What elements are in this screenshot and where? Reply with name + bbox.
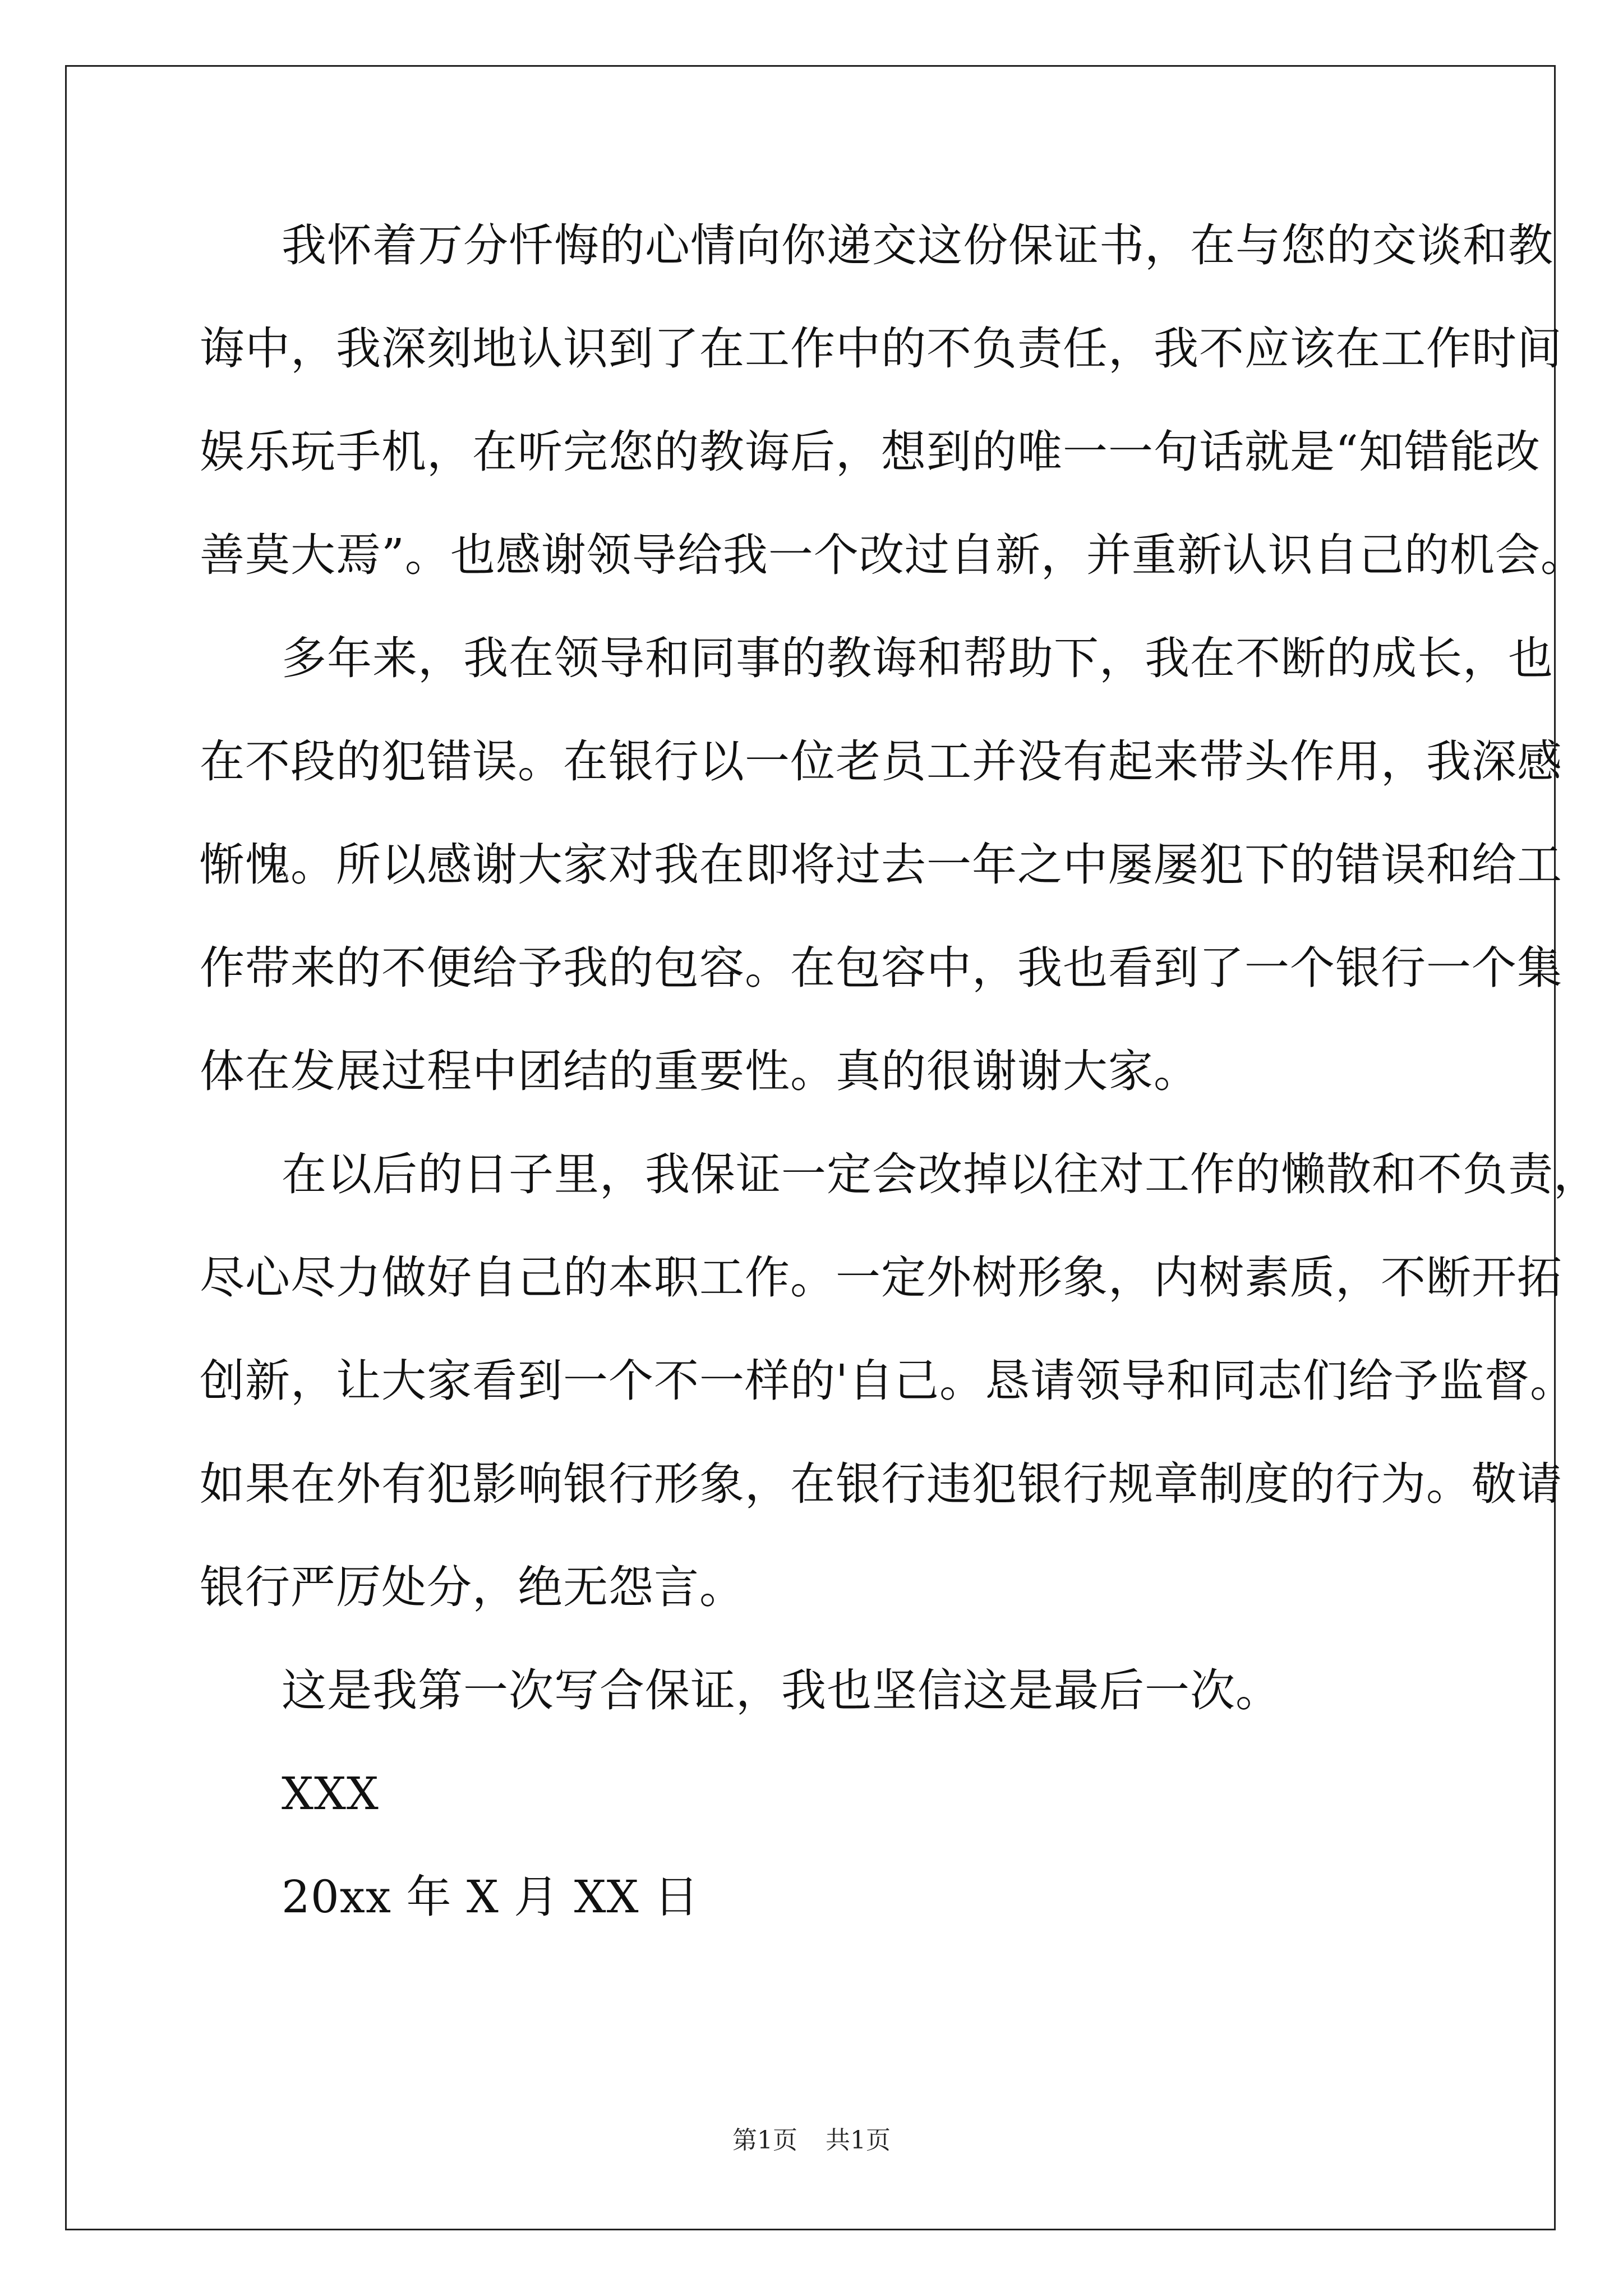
page-number-total: 共1页	[826, 2126, 891, 2155]
paragraph-1-line-4: 善莫大焉”。也感谢领导给我一个改过自新，并重新认识自己的机会。	[200, 529, 1586, 581]
paragraph-3-line-1: 在以后的日子里，我保证一定会改掉以往对工作的懒散和不负责，	[282, 1148, 1599, 1200]
signature: XXX	[282, 1768, 379, 1820]
paragraph-1-line-2: 诲中，我深刻地认识到了在工作中的不负责任，我不应该在工作时间	[200, 323, 1562, 375]
paragraph-2-line-2: 在不段的犯错误。在银行以一位老员工并没有起来带头作用，我深感	[200, 735, 1562, 788]
paragraph-1-line-3: 娱乐玩手机，在听完您的教诲后，想到的唯一一句话就是“知错能改	[200, 426, 1541, 478]
paragraph-3-line-2: 尽心尽力做好自己的本职工作。一定外树形象，内树素质，不断开拓	[200, 1251, 1562, 1304]
paragraph-2-line-5: 体在发展过程中团结的重要性。真的很谢谢大家。	[200, 1045, 1199, 1097]
paragraph-2-line-3: 惭愧。所以感谢大家对我在即将过去一年之中屡屡犯下的错误和给工	[200, 839, 1562, 891]
paragraph-2-line-1: 多年来，我在领导和同事的教诲和帮助下，我在不断的成长，也	[282, 632, 1553, 684]
page-number-current: 第1页	[732, 2126, 797, 2155]
paragraph-3-line-5: 银行严厉处分，绝无怨言。	[200, 1561, 745, 1613]
paragraph-3-line-3: 创新，让大家看到一个不一样的'自己。恳请领导和同志们给予监督。	[200, 1355, 1575, 1407]
page-footer	[0, 2126, 1623, 2155]
paragraph-1-line-1: 我怀着万分忏悔的心情向你递交这份保证书，在与您的交谈和教	[282, 219, 1553, 272]
date: 20xx 年 X 月 XX 日	[282, 1871, 700, 1923]
paragraph-3-line-4: 如果在外有犯影响银行形象，在银行违犯银行规章制度的行为。敬请	[200, 1458, 1562, 1510]
paragraph-2-line-4: 作带来的不便给予我的包容。在包容中，我也看到了一个银行一个集	[200, 942, 1562, 994]
paragraph-4-line-1: 这是我第一次写合保证，我也坚信这是最后一次。	[282, 1664, 1281, 1717]
